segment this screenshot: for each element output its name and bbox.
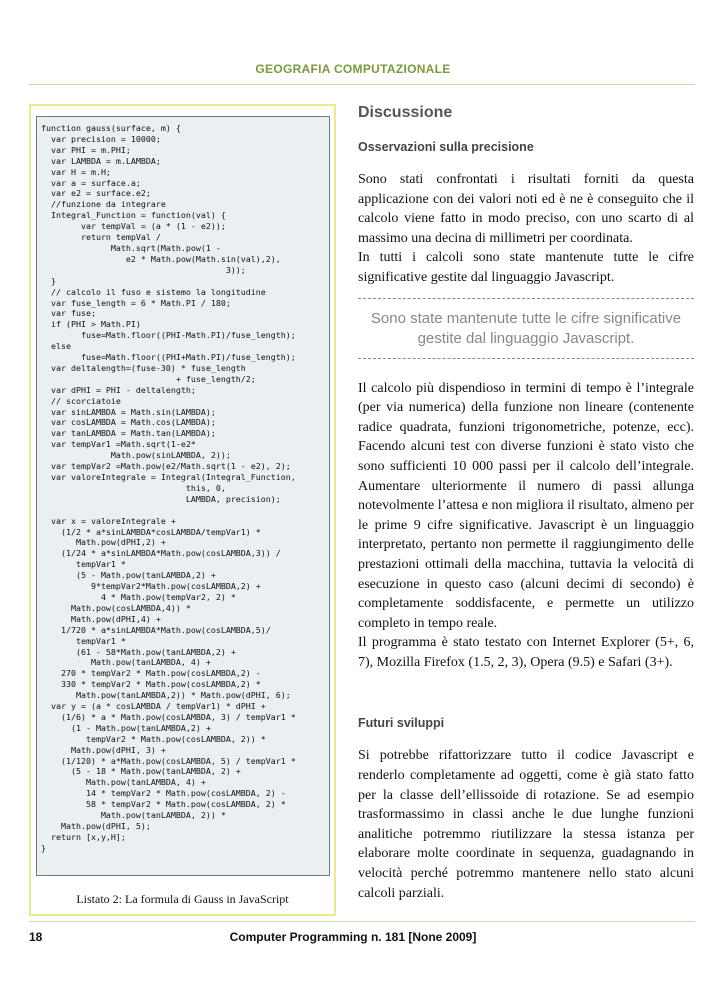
paragraph: In tutti i calcoli sono state mantenute tutte le cifre significative gestite dal linguaggio Javascript. (358, 250, 694, 285)
article-column (358, 100, 694, 903)
pullquote: Sono state mantenute tutte le cifre significative gestite dal linguaggio Javascript. (370, 309, 682, 348)
code-listing-box (29, 104, 336, 916)
section-title: Discussione (358, 104, 453, 121)
code-listing: function gauss(surface, m) { var precision = 10000; var PHI = m.PHI; var LAMBDA = m.LAMBDA; var H = m.H; var a = surface.a; var e2 = surface.e2; //funzione da integrare Integral_Function = function(val) { var tempVal = (a * (1 - e2)); return tempVal / Math.sqrt(Math.pow(1 - e2 * Math.pow(Math.sin(val),2), 3)); } // calcolo il fuso e sistemo la longitudine var fuse_length = 6 * Math.PI / 180; var fuse; if (PHI > Math.PI) fuse=Math.floor((PHI-Math.PI)/fuse_length); else fuse=Math.floor((PHI+Math.PI)/fuse_length); var deltalength=(fuse-30) * fuse_length + fuse_length/2; var dPHI = PHI - deltalength; // scorciatoie var sinLAMBDA = Math.sin(LAMBDA); var cosLAMBDA = Math.cos(LAMBDA); var tanLAMBDA = Math.tan(LAMBDA); var tempVar1 =Math.sqrt(1-e2* Math.pow(sinLAMBDA, 2)); var tempVar2 =Math.pow(e2/Math.sqrt(1 - e2), 2); var valoreIntegrale = Integral(Integral_Function, this, 0, LAMBDA, precision); var x = valoreIntegrale + (1/2 * a*sinLAMBDA*cosLAMBDA/tempVar1) * Math.pow(dPHI,2) + (1/24 * a*sinLAMBDA*Math.pow(cosLAMBDA,3)) / tempVar1 * (5 - Math.pow(tanLAMBDA,2) + 9*tempVar2*Math.pow(cosLAMBDA,2) + 4 * Math.pow(tempVar2, 2) * Math.pow(cosLAMBDA,4)) * Math.pow(dPHI,4) + 1/720 * a*sinLAMBDA*Math.pow(cosLAMBDA,5)/ tempVar1 * (61 - 58*Math.pow(tanLAMBDA,2) + Math.pow(tanLAMBDA, 4) + 270 * tempVar2 * Math.pow(cosLAMBDA,2) - 330 * tempVar2 * Math.pow(cosLAMBDA,2) * Math.pow(tanLAMBDA,2)) * Math.pow(dPHI, 6); var y = (a * cosLAMBDA / tempVar1) * dPHI + (1/6) * a * Math.pow(cosLAMBDA, 3) / tempVar1 * (1 - Math.pow(tanLAMBDA,2) + tempVar2 * Math.pow(cosLAMBDA, 2)) * Math.pow(dPHI, 3) + (1/120) * a*Math.pow(cosLAMBDA, 5) / tempVar1 * (5 - 18 * Math.pow(tanLAMBDA, 2) + Math.pow(tanLAMBDA, 4) + 14 * tempVar2 * Math.pow(cosLAMBDA, 2) - 58 * tempVar2 * Math.pow(cosLAMBDA, 2) * Math.pow(tanLAMBDA, 2)) * Math.pow(dPHI, 5); return [x,y,H]; } (41, 123, 296, 853)
footer-divider (29, 921, 695, 922)
header-divider (29, 84, 695, 85)
paragraph: Il calcolo più dispendioso in termini di tempo è l’integrale (per via numerica) della funzione non lineare (contenente radice quadrata, funzioni trigonometriche, potenze, ecc). Facendo alcuni test con diverse funzioni è stato visto che sono sufficienti 10 000 passi per il calcolo dell’integrale. Aumentare ulteriormente il numero di passi allunga notevolmente l’attesa e non migliora il risultato, almeno per le prime 9 cifre significative. Javascript è un linguaggio interpretato, pertanto non permette il raggiungimento delle prestazioni ottimali della macchina, tuttavia la velocità di esecuzione in questo caso (alcuni decimi di secondo) è completamente soddisfacente, e permette un utilizzo completo in tempo reale. (358, 380, 694, 631)
page-number: 18 (29, 930, 43, 944)
paragraph: Si potrebbe rifattorizzare tutto il codice Javascript e renderlo completamente ad oggetti, come è già stato fatto per la classe dell’ellissoide di rotazione. Se ad esempio trasformassimo in classi anche le due lunghe funzioni analitiche potremmo riutilizzare la stessa istanza per elaborare molte coordinate in sequenza, guadagnando in velocità perché potremmo mantenere nello stato alcuni calcoli parziali. (358, 748, 694, 901)
subsection-title-future: Futuri sviluppi (358, 716, 445, 731)
listing-caption: Listato 2: La formula di Gauss in JavaScript (76, 892, 289, 906)
paragraph: Sono stati confrontati i risultati forniti da questa applicazione con dei valori noti ed è ne è conseguito che il calcolo viene fatto in modo preciso, con uno scarto di al massimo una decina di millimetri per coordinata. (358, 172, 694, 246)
pullquote-top-rule (358, 298, 694, 299)
running-header: GEOGRAFIA COMPUTAZIONALE (255, 62, 451, 76)
paragraph: Il programma è stato testato con Internet Explorer (5+, 6, 7), Mozilla Firefox (1.5, 2, 3), Opera (9.5) e Safari (3+). (358, 635, 694, 670)
pullquote-bottom-rule (358, 358, 694, 359)
subsection-title-precision: Osservazioni sulla precisione (358, 140, 534, 154)
code-frame (36, 116, 330, 876)
publication-footer: Computer Programming n. 181 [None 2009] (229, 930, 477, 944)
